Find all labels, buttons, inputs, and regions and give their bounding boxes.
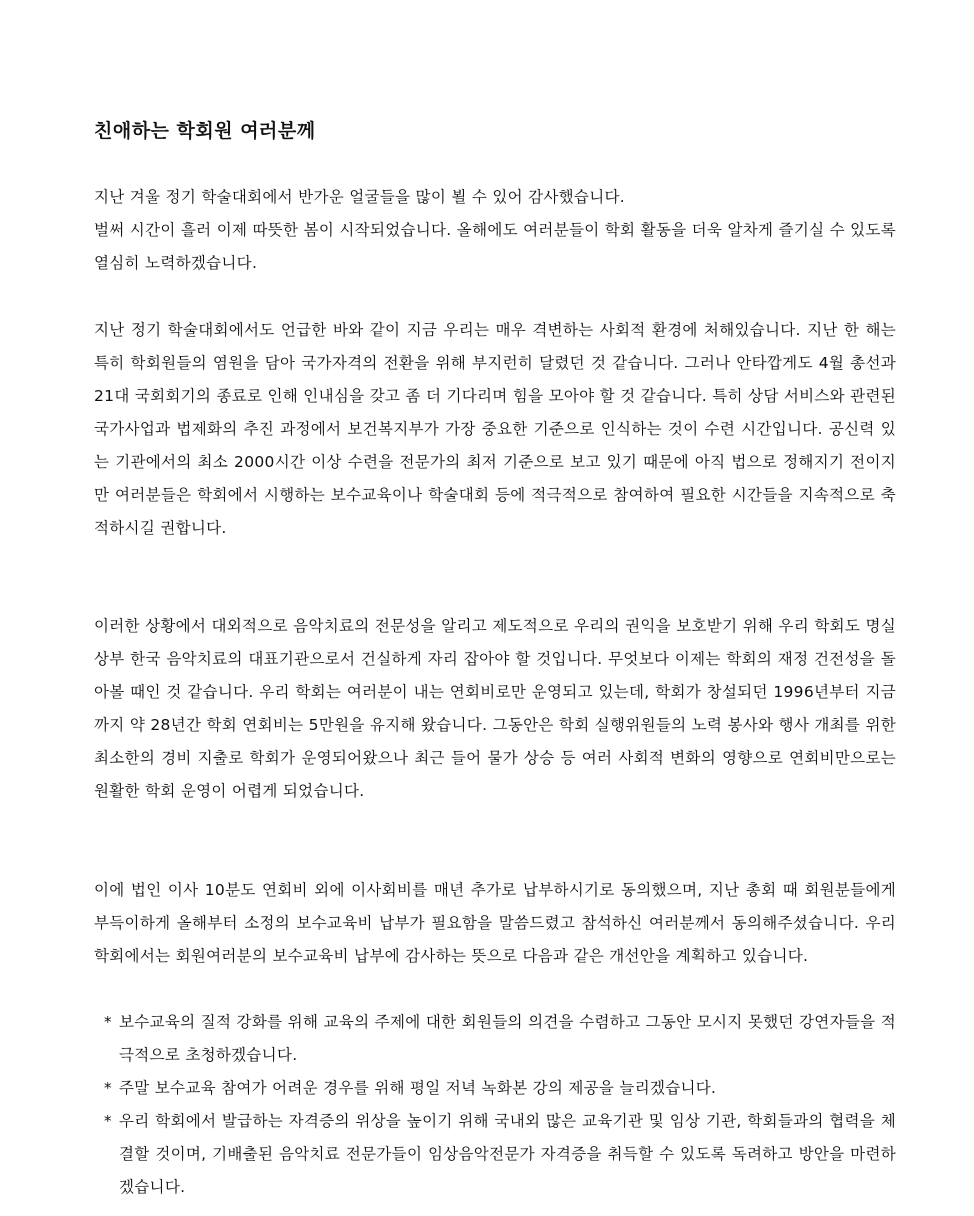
bullet-marker: * xyxy=(104,1013,112,1031)
paragraph-training-hours: 지난 정기 학술대회에서도 언급한 바와 같이 지금 우리는 매우 격변하는 사회적 환경에 처해있습니다. 지난 한 해는 특히 학회원들의 염원을 담아 국가자격의 전환을 위해 부지런히 달렸던 것 같습니다. 그러나 안타깝게도 4월 총선과 21대 국회회기의 종료로 인해 인내심을 갖고 좀 더 기다리며 힘을 모아야 할 것 같습니다. 특히 상담 서비스와 관련된 국가사업과 법제화의 추진 과정에서 보건복지부가 가장 중요한 기준으로 인식하는 것이 수련 시간입니다. 공신력 있는 기관에서의 최소 2000시간 이상 수련을 전문가의 최저 기준으로 보고 있기 때문에 아직 법으로 정해지기 전이지만 여러분들은 학회에서 시행하는 보수교육이나 학술대회 등에 적극적으로 참여하여 필요한 시간들을 지속적으로 축적하시길 권합니다. xyxy=(94,321,896,537)
list-item xyxy=(94,1006,896,1072)
paragraph-finances: 이러한 상황에서 대외적으로 음악치료의 전문성을 알리고 제도적으로 우리의 권익을 보호받기 위해 우리 학회도 명실상부 한국 음악치료의 대표기관으로서 건실하게 자리 잡아야 할 것입니다. 무엇보다 이제는 학회의 재정 건전성을 돌아볼 때인 것 같습니다. 우리 학회는 여러분이 내는 연회비로만 운영되고 있는데, 학회가 창설되던 1996년부터 지금까지 약 28년간 학회 연회비는 5만원을 유지해 왔습니다. 그동안은 학회 실행위원들의 노력 봉사와 행사 개최를 위한 최소한의 경비 지출로 학회가 운영되어왔으나 최근 들어 물가 상승 등 여러 사회적 변화의 영향으로 연회비만으로는 원활한 학회 운영이 어렵게 되었습니다. xyxy=(94,617,896,800)
paragraph-greeting xyxy=(94,181,896,280)
bullet-marker: * xyxy=(104,1079,112,1097)
list-item xyxy=(94,1105,896,1204)
list-item-text: 주말 보수교육 참여가 어려운 경우를 위해 평일 저녁 녹화본 강의 제공을 늘리겠습니다. xyxy=(119,1079,717,1097)
paragraph-line: 벌써 시간이 흘러 이제 따뜻한 봄이 시작되었습니다. 올해에도 여러분들이 학회 활동을 더욱 알차게 즐기실 수 있도록 열심히 노력하겠습니다. xyxy=(94,221,896,272)
list-item-text: 보수교육의 질적 강화를 위해 교육의 주제에 대한 회원들의 의견을 수렴하고 그동안 모시지 못했던 강연자들을 적극적으로 초청하겠습니다. xyxy=(119,1013,896,1064)
improvement-plan-list xyxy=(94,1006,896,1204)
paragraph-fee-agreement: 이에 법인 이사 10분도 연회비 외에 이사회비를 매년 추가로 납부하시기로 동의했으며, 지난 총회 때 회원분들에게 부득이하게 올해부터 소정의 보수교육비 납부가 필요함을 말씀드렸고 참석하신 여러분께서 동의해주셨습니다. 우리 학회에서는 회원여러분의 보수교육비 납부에 감사하는 뜻으로 다음과 같은 개선안을 계획하고 있습니다. xyxy=(94,881,896,965)
list-item-text: 우리 학회에서 발급하는 자격증의 위상을 높이기 위해 국내외 많은 교육기관 및 임상 기관, 학회들과의 협력을 체결할 것이며, 기배출된 음악치료 전문가들이 임상음악전문가 자격증을 취득할 수 있도록 독려하고 방안을 마련하겠습니다. xyxy=(119,1112,896,1196)
list-item xyxy=(94,1072,896,1105)
paragraph-line: 지난 겨울 정기 학술대회에서 반가운 얼굴들을 많이 뵐 수 있어 감사했습니다. xyxy=(94,188,625,206)
letter-title: 친애하는 학회원 여러분께 xyxy=(94,120,316,142)
bullet-marker: * xyxy=(104,1112,112,1130)
